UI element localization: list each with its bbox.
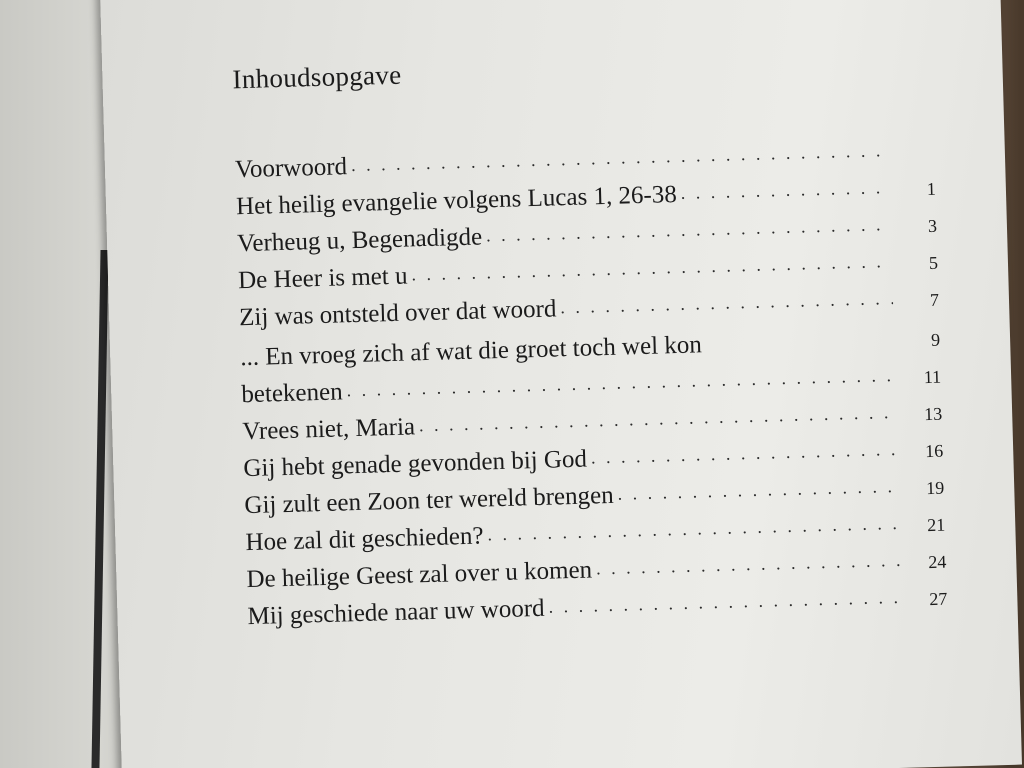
toc-entry-page: 16 [924, 440, 944, 462]
toc-leader-dots [680, 177, 890, 204]
toc-entry-label: De heilige Geest zal over u komen [246, 556, 593, 594]
toc-entry-page: 27 [929, 588, 948, 610]
toc-entry-page: 19 [925, 477, 945, 499]
toc-leader-dots [548, 587, 901, 618]
toc-entry-label: Vrees niet, Maria [242, 413, 416, 446]
toc-entry-label: Hoe zal dit geschieden? [245, 522, 484, 557]
toc-entry-page: 11 [923, 366, 942, 388]
toc-entry-label: Verheug u, Begenadigde [236, 223, 483, 258]
toc-leader-dots [560, 288, 893, 318]
toc-entry-page [895, 163, 935, 164]
toc-entry-page: 21 [926, 514, 946, 536]
toc-entry-page: 9 [930, 329, 941, 350]
right-page [100, 0, 1022, 768]
toc-leader-dots [617, 476, 898, 505]
toc-entry-label: Gij hebt genade gevonden bij God [243, 445, 588, 483]
toc-entry-page: 5 [928, 252, 939, 273]
toc-leader-dots [591, 439, 898, 469]
toc-entry-label: Het heilig evangelie volgens Lucas 1, 26-38 [235, 180, 678, 221]
toc-entry-page: 24 [928, 551, 947, 573]
toc-leader-dots [596, 550, 901, 579]
toc-entry-label: Voorwoord [234, 153, 348, 184]
toc-entry-page: 7 [929, 289, 940, 310]
toc-entry-page: 3 [927, 215, 938, 236]
toc-entry-page: 13 [923, 403, 943, 425]
toc-entry-label: betekenen [240, 378, 344, 409]
toc-title: Inhoudsopgave [232, 59, 402, 95]
table-of-contents [232, 45, 948, 631]
toc-entry-label: Zij was ontsteld over dat woord [238, 295, 557, 332]
toc-entry-label: ... En vroeg zich af wat die groet toch wel kon [239, 331, 703, 372]
toc-entry-label: Gij zult een Zoon ter wereld brengen [244, 481, 615, 520]
toc-entry-label: De Heer is met u [237, 262, 408, 295]
toc-list [234, 128, 947, 631]
toc-entry-page: 1 [926, 178, 937, 199]
toc-entry-label: Mij geschiede naar uw woord [247, 594, 545, 631]
